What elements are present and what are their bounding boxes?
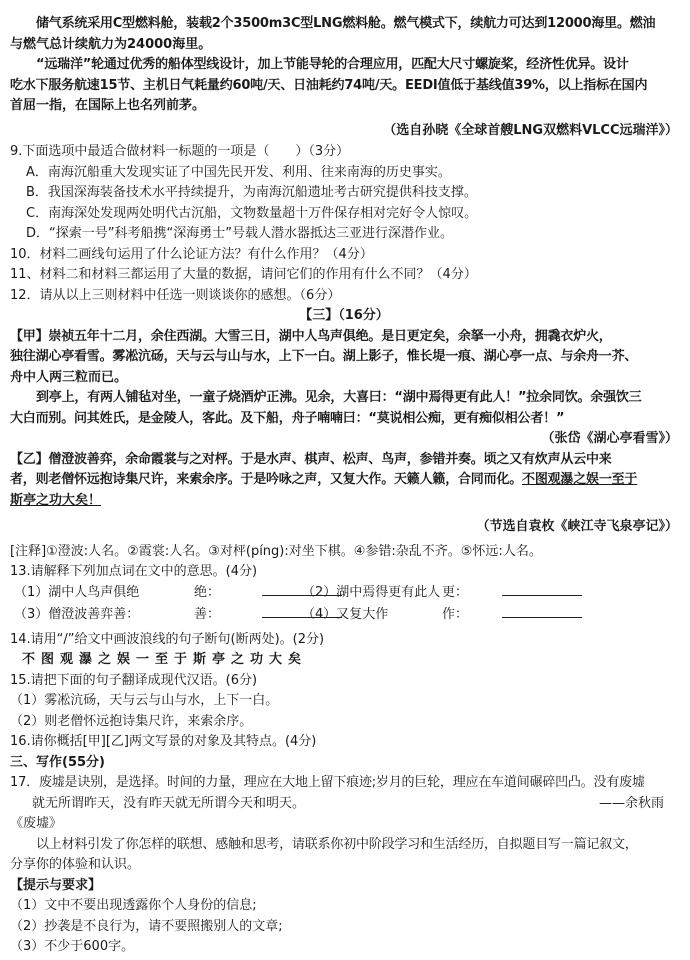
q13-item3-char: 善： [194, 607, 221, 622]
q13-item2-char: 更： [442, 584, 469, 600]
q13-item3-blank[interactable] [262, 605, 302, 626]
q13-item2-blank[interactable] [502, 583, 602, 604]
reading-para2-line1: “远瑞洋”轮通过优秀的船体型线设计，加上节能导轮的合理应用，匹配大尺寸螺旋桨，经济性优异。设计 [36, 57, 629, 72]
writing-prompt-line2: 分享你的体验和认识。 [10, 857, 141, 872]
q12: 12．请从以上三则材料中任选一则谈谈你的感想。（6分） [10, 287, 341, 303]
q11: 11、材料二和材料三都运用了大量的数据，请问它们的作用有什么不同？（4分） [10, 267, 477, 282]
yi-wavy-sentence-part1: 不图观瀑之娱一至于 [522, 472, 638, 487]
q9-option-c: C．南海深处发现两处明代古沉船，文物数量超十万件保存相对完好令人惊叹。 [26, 205, 478, 221]
q13-item1-label: （1）湖中人鸟声俱绝 [14, 584, 140, 600]
q13-item4-blank[interactable] [502, 605, 602, 626]
yi-line1: 【乙】僧澄波善弈，余命霞裳与之对枰。于是水声、棋声、松声、鸟声，参错并奏。顷之又有炊声从云中来 [10, 451, 612, 467]
requirement-3: （3）不少于600字。 [10, 939, 135, 954]
writing-heading: 三、写作(55分) [10, 754, 105, 770]
reading-source: （选自孙晓《全球首艘LNG双燃料VLCC远瑞洋》） [383, 122, 678, 138]
q17-line1: 17．废墟是诀别，是选择。时间的力量，理应在大地上留下痕迹;岁月的巨轮，理应在车道间碾碎凹凸。没有废墟 [10, 775, 645, 790]
writing-prompt-line1: 以上材料引发了你怎样的联想、感触和思考，请联系你初中阶段学习和生活经历，自拟题目写一篇记叙文， [36, 836, 638, 852]
q16: 16.请你概括[甲][乙]两文写景的对象及其特点。(4分) [10, 734, 317, 749]
q17-line2-text: 就无所谓昨天，没有昨天就无所谓今天和明天。 [32, 795, 306, 811]
yi-wavy-sentence-part2: 斯亭之功大矣！ [10, 492, 102, 508]
requirement-2: （2）抄袭是不良行为，请不要照搬别人的文章; [10, 918, 283, 934]
q13-item4-char: 作： [442, 607, 469, 622]
q17-line2 [10, 794, 678, 815]
q9-option-a: A．南海沉船重大发现实证了中国先民开发、利用、往来南海的历史事实。 [26, 164, 451, 180]
q13-item1-blank[interactable] [262, 583, 302, 604]
reading-para1-line1: 储气系统采用C型燃料舱，装载2个3500m3C型LNG燃料舱。燃气模式下，续航力可达到12000海里。燃油 [36, 16, 656, 31]
yi-line2 [10, 470, 678, 491]
yi-source: （节选自袁枚《峡江寺飞泉亭记》） [476, 519, 678, 534]
requirement-1: （1）文中不要出现透露你个人身份的信息; [10, 898, 257, 913]
q13-item3-label: （3）僧澄波善弈善： [14, 607, 140, 622]
q14-sentence: 不图观瀑之娱一至于斯亭之功大矣 [22, 652, 308, 667]
jia-source: （张岱《湖心亭看雪》） [541, 431, 678, 446]
annotation-notes: [注释]①澄波:人名。②霞裳:人名。③对枰(píng):对坐下棋。④参错:杂乱不齐。⑤怀远:人名。 [10, 543, 542, 559]
jia-line2: 独往湖心亭看雪。雾凇沆砀，天与云与山与水，上下一白。湖上影子，惟长堤一痕、湖心亭一点、与余舟一芥、 [10, 349, 638, 364]
reading-para2-line2: 吃水下服务航速15节、主机日气耗量约60吨/天、日油耗约74吨/天。EEDI值低于基线值39%，以上指标在国内 [10, 77, 648, 93]
q13-item2-label: （2）湖中焉得更有此人 [302, 584, 441, 600]
q13-item1-char: 绝： [194, 584, 221, 600]
q13-items [10, 583, 678, 626]
essay-title: 《废墟》 [10, 816, 63, 831]
yi-line2-text: 者，则老僧怀远抱诗集尺许，来索余序。于是吟咏之声，又复大作。天籁人籁，合同而化。 [10, 472, 523, 487]
jia-line5: 大白而别。问其姓氏，是金陵人，客此。及下船，舟子喃喃曰：“莫说相公痴，更有痴似相公者！” [10, 410, 565, 426]
q9-option-d: D．“探索一号”科考船携“深海勇士”号载人潜水器抵达三亚进行深潜作业。 [26, 226, 453, 241]
jia-line1: 【甲】崇祯五年十二月，余住西湖。大雪三日，湖中人鸟声俱绝。是日更定矣，余拏一小舟，拥毳衣炉火， [10, 328, 612, 344]
yi-line3 [10, 491, 678, 512]
q10: 10．材料二画线句运用了什么论证方法？有什么作用？（4分） [10, 246, 373, 262]
reading-para1-line2: 与燃气总计续航力为24000海里。 [10, 36, 212, 52]
q17-attribution: ——余秋雨 [598, 795, 664, 811]
q13-item4-label: （4）又复大作 [302, 607, 389, 622]
jia-line4: 到亭上，有两人铺毡对坐，一童子烧酒炉正沸。见余，大喜曰：“湖中焉得更有此人！”拉余同饮。余强饮三 [36, 390, 642, 405]
q14-stem: 14.请用“/”给文中画波浪线的句子断句(断两处)。(2分) [10, 631, 325, 647]
q15-stem: 15.请把下面的句子翻译成现代汉语。(6分) [10, 672, 258, 688]
jia-line3: 舟中人两三粒而已。 [10, 369, 128, 385]
q13-stem: 13.请解释下列加点词在文中的意思。(4分) [10, 564, 258, 579]
requirements-heading: 【提示与要求】 [10, 877, 102, 893]
q9-option-b: B．我国深海装备技术水平持续提升，为南海沉船遗址考古研究提供科技支撑。 [26, 185, 477, 200]
q15-sentence2: （2）则老僧怀远抱诗集尺许，来索余序。 [10, 713, 253, 729]
q15-sentence1: （1）雾凇沆砀，天与云与山与水，上下一白。 [10, 693, 279, 708]
section-three-heading: 【三】（16分） [299, 308, 389, 323]
q9-stem: 9.下面选项中最适合做材料一标题的一项是（ ）（3分） [10, 144, 350, 159]
reading-para2-line3: 首屈一指，在国际上也名列前茅。 [10, 98, 206, 113]
